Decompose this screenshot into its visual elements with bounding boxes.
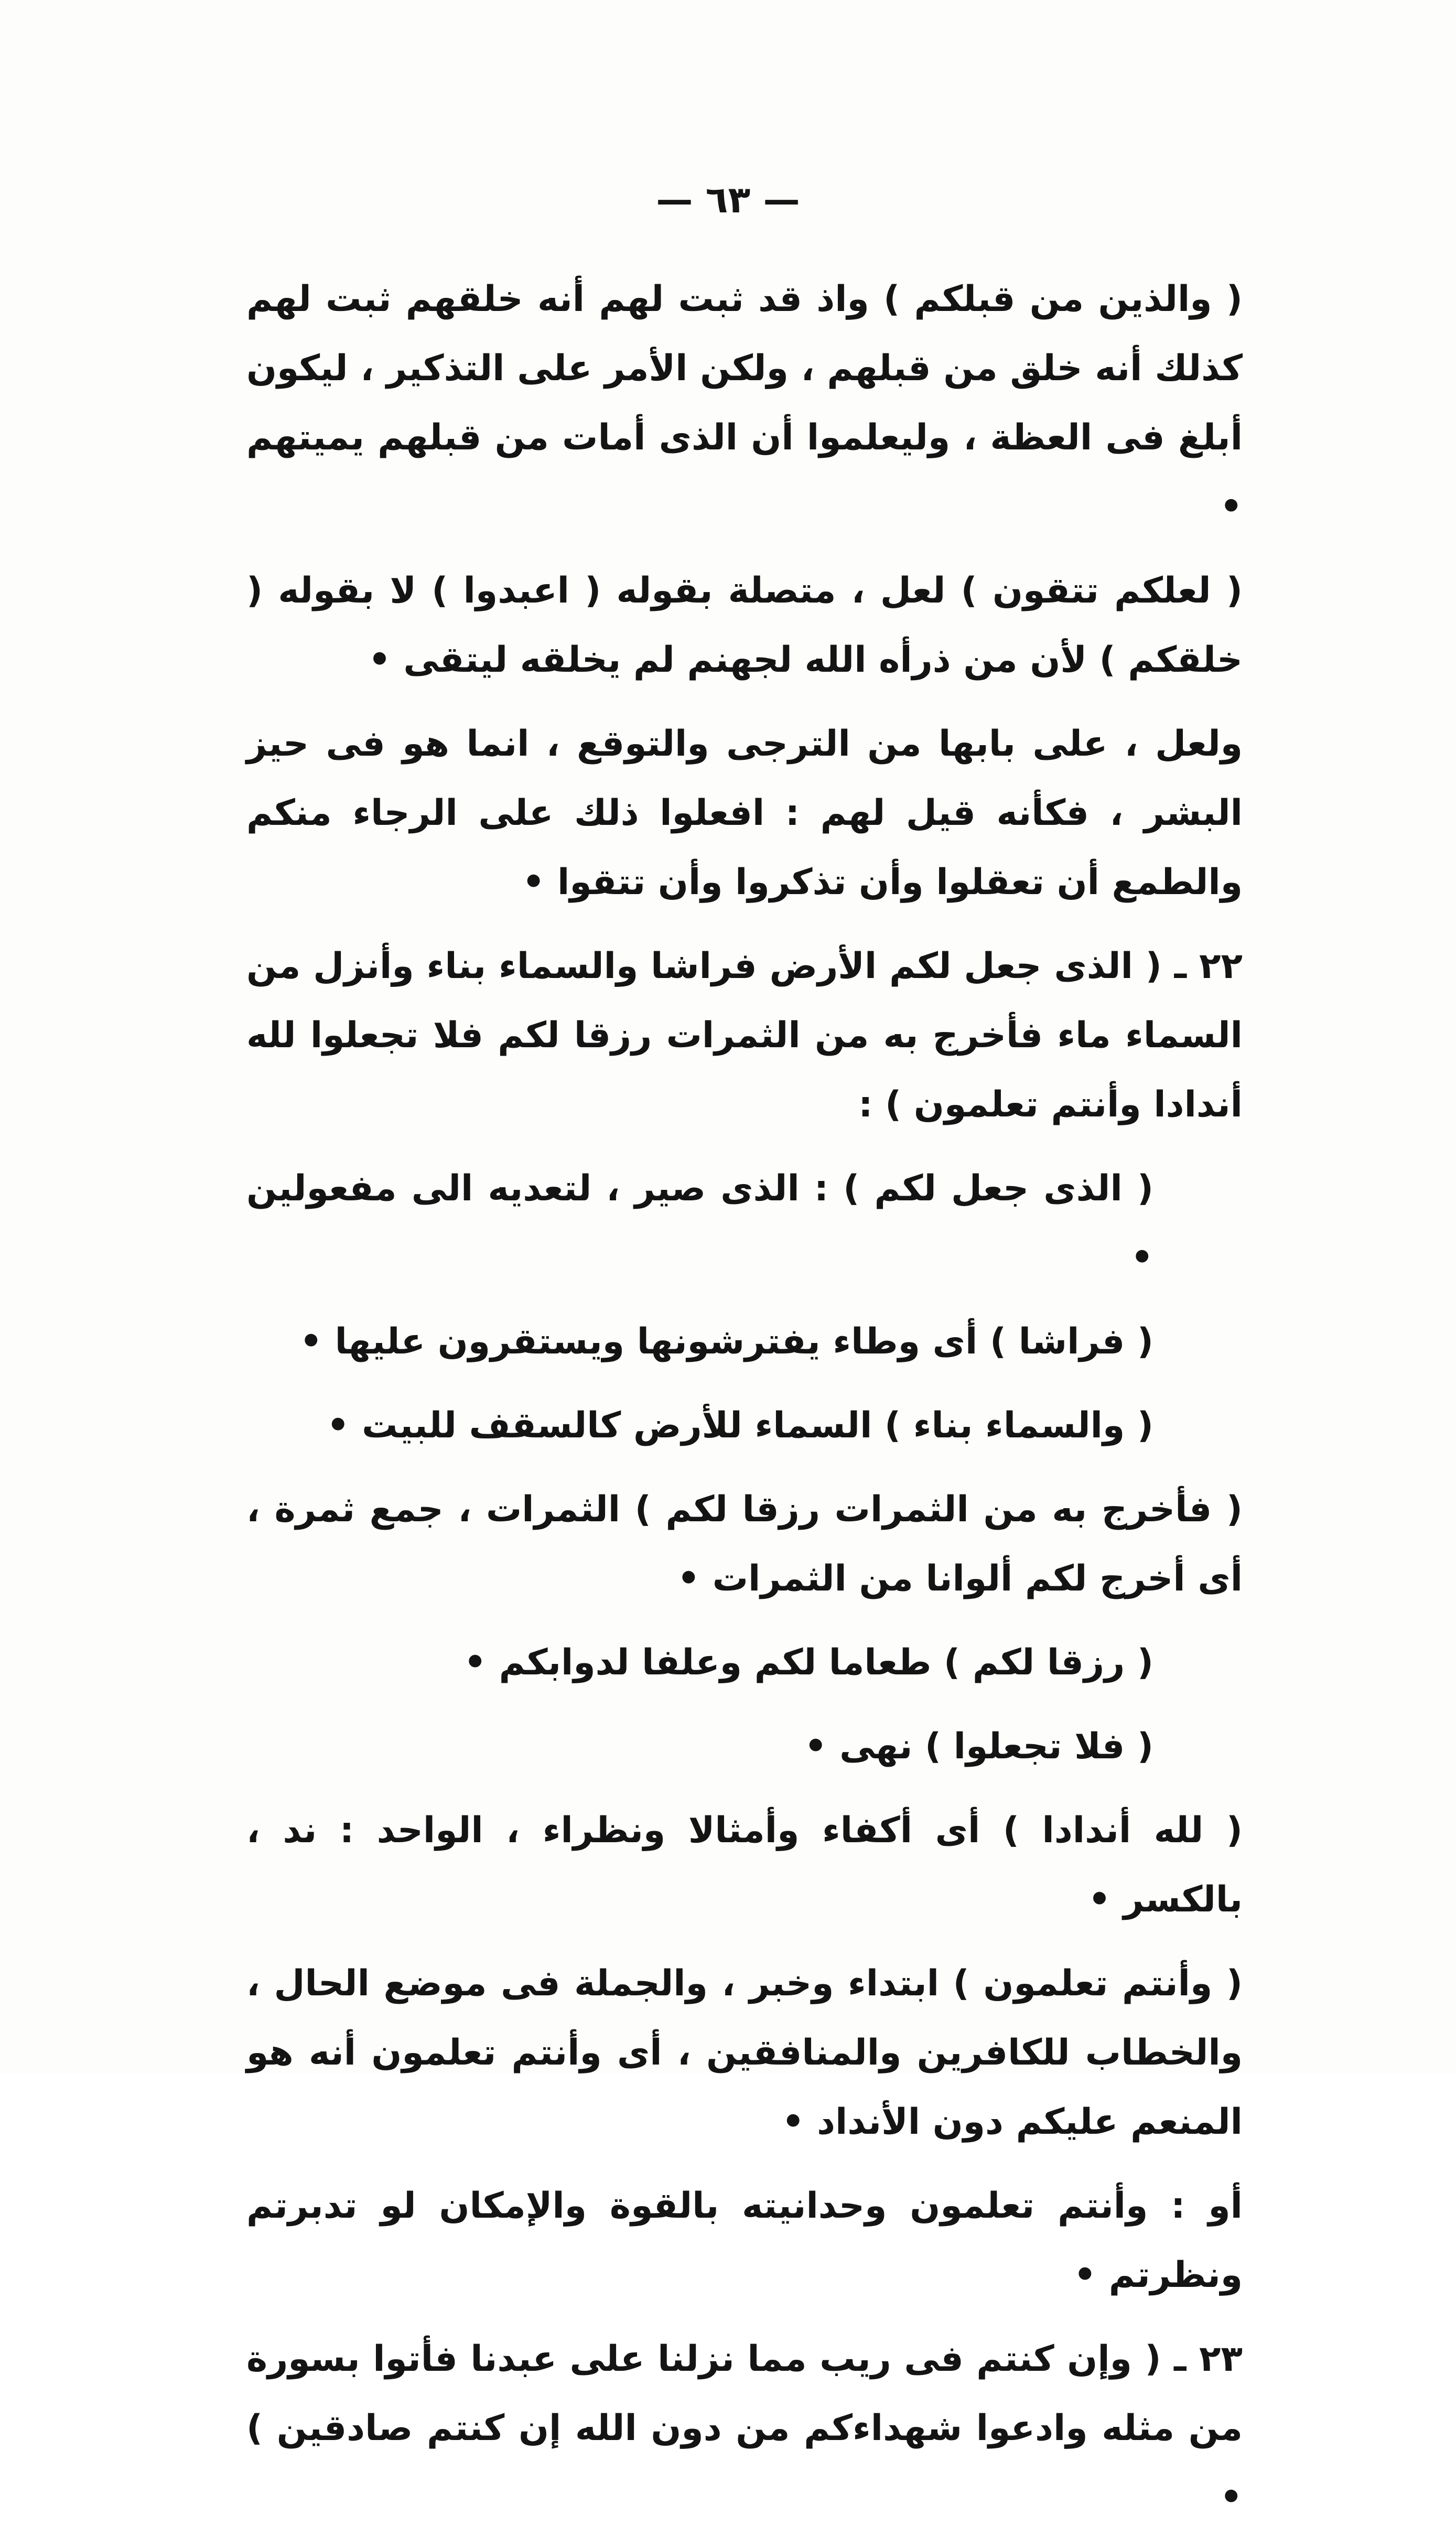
gloss-7: ( لله أندادا ) أى أكفاء وأمثالا ونظراء ، الواحد : ند ، بالكسر • <box>246 1810 1243 1920</box>
verse-22: ٢٢ ـ ( الذى جعل لكم الأرض فراشا والسماء بناء وأنزل من السماء ماء فأخرج به من الثمرات رزقا لكم فلا تجعلوا لله أندادا وأنتم تعلمون ) : <box>246 945 1243 1125</box>
gloss-3: ( والسماء بناء ) السماء للأرض كالسقف للبيت • <box>326 1405 1153 1446</box>
paragraph-1: ( والذين من قبلكم ) واذ قد ثبت لهم أنه خلقهم ثبت لهم كذلك أنه خلق من قبلهم ، ولكن الأمر على التذكير ، ليكون أبلغ فى العظة ، وليعلموا أن الذى أمات من قبلهم يميتهم • <box>246 278 1243 528</box>
page-number: — ٦٣ — <box>656 178 800 221</box>
gloss-9: أو : وأنتم تعلمون وحدانيته بالقوة والإمكان لو تدبرتم ونظرتم • <box>246 2185 1243 2296</box>
paragraph-3: ولعل ، على بابها من الترجى والتوقع ، انما هو فى حيز البشر ، فكأنه قيل لهم : افعلوا ذلك على الرجاء منكم والطمع أن تعقلوا وأن تذكروا وأن تتقوا • <box>246 723 1243 903</box>
gloss-8: ( وأنتم تعلمون ) ابتداء وخبر ، والجملة فى موضع الحال ، والخطاب للكافرين والمنافقين ، أى وأنتم تعلمون أنه هو المنعم عليكم دون الأنداد • <box>246 1963 1243 2143</box>
body-text <box>246 265 1243 2547</box>
gloss-2: ( فراشا ) أى وطاء يفترشونها ويستقرون عليها • <box>299 1321 1153 1362</box>
gloss-6: ( فلا تجعلوا ) نهى • <box>804 1726 1153 1767</box>
gloss-4: ( فأخرج به من الثمرات رزقا لكم ) الثمرات ، جمع ثمرة ، أى أخرج لكم ألوانا من الثمرات • <box>246 1489 1243 1599</box>
gloss-1: ( الذى جعل لكم ) : الذى صير ، لتعديه الى مفعولين • <box>246 1168 1153 1278</box>
verse-23: ٢٣ ـ ( وإن كنتم فى ريب مما نزلنا على عبدنا فأتوا بسورة من مثله وادعوا شهداءكم من دون الله إن كنتم صادقين ) • <box>246 2338 1243 2518</box>
paragraph-2: ( لعلكم تتقون ) لعل ، متصلة بقوله ( اعبدوا ) لا بقوله ( خلقكم ) لأن من ذرأه الله لجهنم لم يخلقه ليتقى • <box>246 570 1243 681</box>
gloss-5: ( رزقا لكم ) طعاما لكم وعلفا لدوابكم • <box>463 1642 1153 1683</box>
